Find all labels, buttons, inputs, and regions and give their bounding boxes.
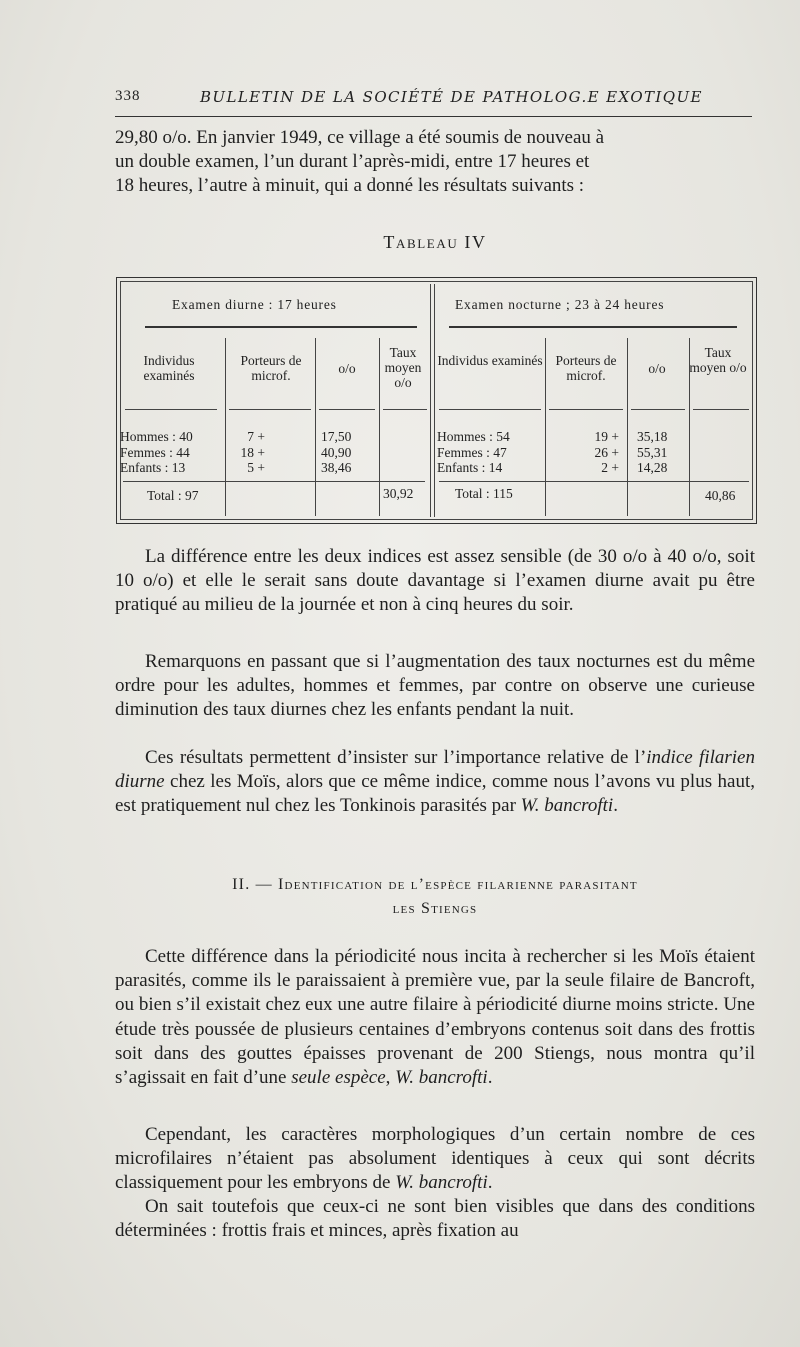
day-total-rate: 30,92 <box>383 486 414 501</box>
night-exam-heading: Examen nocturne ; 23 à 24 heures <box>455 297 665 312</box>
table-cell: 18 + <box>240 444 265 460</box>
table-row: Enfants : 14 <box>437 460 503 475</box>
header-underline <box>125 409 217 410</box>
table-row: Hommes : 54 <box>437 429 510 444</box>
table-cell: 7 + <box>247 429 265 444</box>
night-heading-brace <box>449 326 737 328</box>
total-rule <box>439 481 749 482</box>
table-cell: 35,18 <box>637 429 668 444</box>
paragraph: Cette différence dans la périodicité nous incita à rechercher si les Moïs étaient parasités, comme ils le paraissaient à première vue, par la seule filaire de Bancroft, ou bien s’il existait chez eux une autre filaire à périodicité diurne moins stricte. Une étude très poussée de plusieurs centaines d’embryons contenus soit dans des frottis soit dans des gouttes épaisses provenant de 200 Stiengs, nous montra qu’il s’agissait en fait d’une seule espèce, W. bancrofti. <box>115 946 755 1089</box>
night-carriers <box>547 429 619 476</box>
day-carriers <box>225 429 265 476</box>
body-paragraph-5 <box>115 1123 755 1196</box>
table-cell: 19 + <box>594 429 619 444</box>
table-center-rule <box>434 284 435 517</box>
table-cell: 26 + <box>594 444 619 460</box>
header-rule <box>115 116 752 117</box>
col-separator <box>627 338 628 516</box>
results-table <box>116 277 757 524</box>
paragraph: On sait toutefois que ceux-ci ne sont bien visibles que dans des conditions déterminées : frottis frais et minces, après fixation au <box>115 1196 755 1242</box>
header-underline <box>439 409 541 410</box>
intro-line: 29,80 o/o. En janvier 1949, ce village a été soumis de nouveau à <box>115 127 605 148</box>
table-row: Femmes : 47 <box>437 444 507 460</box>
paragraph: Ces résultats permettent d’insister sur l’importance relative de l’indice filarien diurne chez les Moïs, alors que ce même indice, comme nous l’avons vu plus haut, est pratiquement nul chez les Tonkinois parasités par W. bancrofti. <box>115 747 755 817</box>
table-title: Tableau IV <box>383 232 487 252</box>
night-col-percent: o/o <box>648 361 666 376</box>
table-cell: 5 + <box>247 460 265 475</box>
header-underline <box>693 409 749 410</box>
table-row: Femmes : 44 <box>120 444 190 460</box>
day-rows <box>120 429 193 476</box>
body-paragraph-6 <box>115 1195 755 1243</box>
night-col-individuals: Individus examinés <box>437 353 543 368</box>
header-underline <box>383 409 427 410</box>
day-exam-heading: Examen diurne : 17 heures <box>172 297 337 312</box>
col-separator <box>545 338 546 516</box>
table-row: Enfants : 13 <box>120 460 186 475</box>
table-cell: 14,28 <box>637 460 668 475</box>
paragraph: Cependant, les caractères morphologiques d’un certain nombre de ces microfilaires n’étaient pas absolument identiques à ceux qui sont décrits classiquement pour les embryons de W. bancrofti. <box>115 1124 755 1194</box>
section-title-line1: Identification de l’espèce filarienne parasitant <box>278 876 638 893</box>
day-col-individuals: Individus examinés <box>143 353 195 383</box>
col-separator <box>225 338 226 516</box>
section-number: II. — <box>232 876 273 893</box>
night-percents <box>637 429 667 476</box>
intro-line: un double examen, l’un durant l’après-midi, entre 17 heures et <box>115 151 590 173</box>
table-cell: 55,31 <box>637 444 668 460</box>
intro-line: 18 heures, l’autre à minuit, qui a donné les résultats suivants : <box>115 175 585 197</box>
running-header <box>115 88 755 110</box>
paragraph: Remarquons en passant que si l’augmentation des taux nocturnes est du même ordre pour les adultes, hommes et femmes, par contre on observe une curieuse diminution des taux diurnes chez les enfants pendant la nuit. <box>115 651 755 721</box>
day-heading-brace <box>145 326 417 328</box>
table-row: Hommes : 40 <box>120 429 193 444</box>
page-number: 338 <box>115 88 141 104</box>
col-separator <box>379 338 380 516</box>
species-name: W. bancrofti <box>395 1172 488 1194</box>
species-name: W. bancrofti <box>395 1067 488 1089</box>
table-cell: 38,46 <box>321 460 352 475</box>
col-separator <box>689 338 690 516</box>
day-col-percent: o/o <box>338 361 356 376</box>
day-total: Total : 97 <box>147 488 199 503</box>
species-name: W. bancrofti <box>520 795 614 817</box>
table-center-rule <box>430 284 431 517</box>
night-col-mean-rate: Taux moyen o/o <box>689 345 747 375</box>
italic-term: indice filarien diurne <box>115 747 755 793</box>
intro-paragraph <box>115 126 755 199</box>
italic-term: seule espèce <box>291 1067 386 1089</box>
body-paragraph-4 <box>115 945 755 1090</box>
table-inner-frame <box>120 281 753 520</box>
day-col-mean-rate: Taux moyen o/o <box>384 345 422 390</box>
section-heading-line2 <box>0 900 800 918</box>
table-cell: 2 + <box>601 460 619 475</box>
night-total: Total : 115 <box>455 486 513 501</box>
section-title-line2: les Stiengs <box>392 900 478 917</box>
col-separator <box>315 338 316 516</box>
total-rule <box>123 481 425 482</box>
body-paragraph-1 <box>115 545 755 618</box>
night-rows <box>437 429 510 476</box>
section-heading <box>0 876 800 894</box>
night-col-carriers: Porteurs de microf. <box>555 353 617 383</box>
body-paragraph-2 <box>115 650 755 723</box>
night-total-rate: 40,86 <box>705 488 736 503</box>
table-cell: 17,50 <box>321 429 352 444</box>
body-paragraph-3 <box>115 746 755 819</box>
table-cell: 40,90 <box>321 444 352 460</box>
day-col-carriers: Porteurs de microf. <box>240 353 302 383</box>
journal-title: BULLETIN DE LA SOCIÉTÉ DE PATHOLOG.E EXOTIQUE <box>200 88 703 106</box>
header-underline <box>229 409 311 410</box>
header-underline <box>631 409 685 410</box>
paragraph: La différence entre les deux indices est assez sensible (de 30 o/o à 40 o/o, soit 10 o/o) et elle le serait sans doute davantage si l’examen diurne avait pu être pratiqué au milieu de la journée et non à cinq heures du soir. <box>115 546 755 616</box>
header-underline <box>319 409 375 410</box>
day-percents <box>321 429 351 476</box>
header-underline <box>549 409 623 410</box>
